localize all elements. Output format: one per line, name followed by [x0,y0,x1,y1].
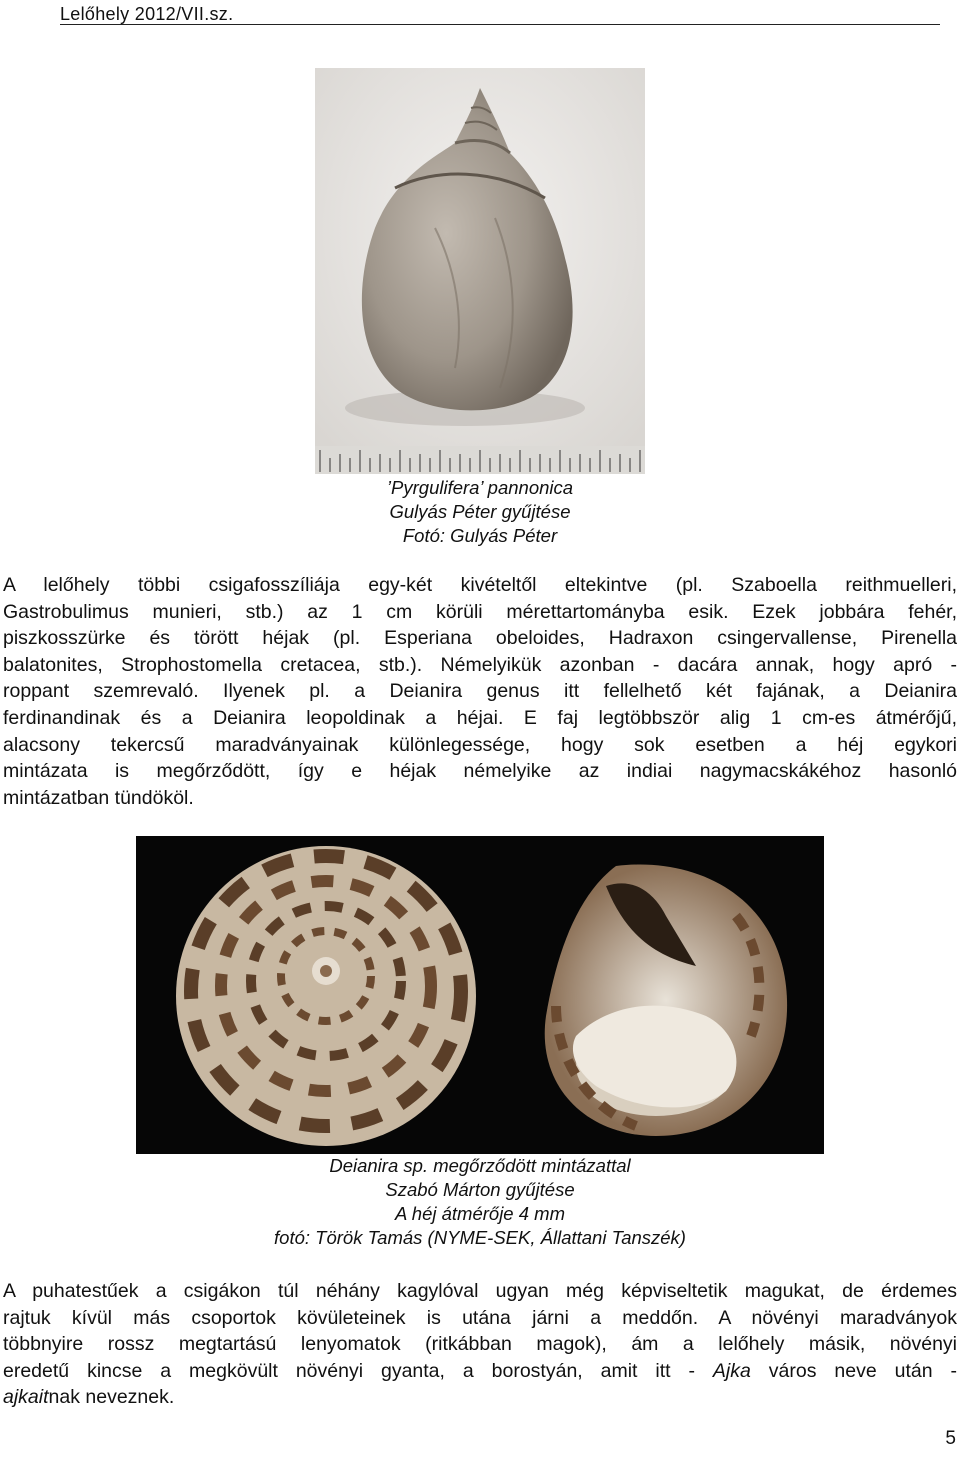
text-line: balatonites, Strophostomella cretacea, stb.). Némelyikük azonban - dacára annak, hogy apró - [3,653,957,676]
text-line: mintázata is megőrződött, így e héjak némelyike az indiai nagymacskákéhoz hasonló [3,760,957,783]
caption-line: Szabó Márton gyűjtése [385,1179,575,1200]
caption-line: fotó: Török Tamás (NYME-SEK, Állattani Tanszék) [274,1227,686,1248]
text-line: Gastrobulimus munieri, stb.) az 1 cm körüli mérettartományba esik. Ezek jobbára fehér, [3,600,957,623]
text-line: rajtuk kívül más csoportok kövületeinek is utána járni a meddőn. A növényi maradványok [3,1306,957,1329]
text-line: A puhatestűek a csigákon túl néhány kagylóval ugyan még képviseltetik magukat, de érdemes [3,1280,957,1302]
caption-line: ’Pyrgulifera’ pannonica [386,477,574,498]
running-header [60,4,940,25]
text-line: A lelőhely többi csigafosszíliája egy-két kivételtől eltekintve (pl. Szaboella reithmuelleri, [3,574,957,596]
italic-ajkait: ajkait [3,1386,49,1409]
text-line: mintázatban tündököl. [3,786,194,809]
text-segment: város neve után - [750,1359,957,1382]
text-line-with-italic [3,1384,957,1411]
paragraph-1 [3,572,957,811]
page-number: 5 [945,1428,956,1449]
text-line: ferdinandinak és a Deianira leopoldinak a héjai. E faj legtöbbször alig 1 cm-es átmérőjű, [3,706,957,729]
caption-line: Deianira sp. megőrződött mintázattal [329,1155,631,1176]
running-title: Lelőhely 2012/VII.sz. [60,4,234,24]
text-line-with-italic [3,1358,957,1385]
paragraph-2 [3,1278,957,1411]
italic-ajka: Ajka [712,1359,751,1382]
text-segment: nak neveznek. [48,1386,175,1409]
text-line: roppant szemrevaló. Ilyenek pl. a Deianira genus itt fellelhető két fajának, a Deianira [3,680,957,703]
shell-photo-deianira [136,836,824,1154]
figure2-caption [0,1154,960,1250]
text-line: alacsony tekercsű maradványainak különlegessége, hogy sok esetben a héj egykori [3,733,957,756]
caption-line: A héj átmérője 4 mm [395,1203,565,1224]
text-line: többnyire rossz megtartású lenyomatok (ritkábban magok), ám a lelőhely másik, növényi [3,1333,957,1356]
figure1-caption [0,476,960,548]
shell-photo-pyrgulifera [315,68,645,474]
text-segment: eredetű kincse a megkövült növényi gyanta, a borostyán, amit itt - [3,1359,713,1382]
caption-line: Fotó: Gulyás Péter [402,525,558,546]
text-line: piszkosszürke és törött héjak (pl. Esperiana obeloides, Hadraxon csingervallense, Pirenella [3,627,957,650]
caption-line: Gulyás Péter gyűjtése [389,501,571,522]
